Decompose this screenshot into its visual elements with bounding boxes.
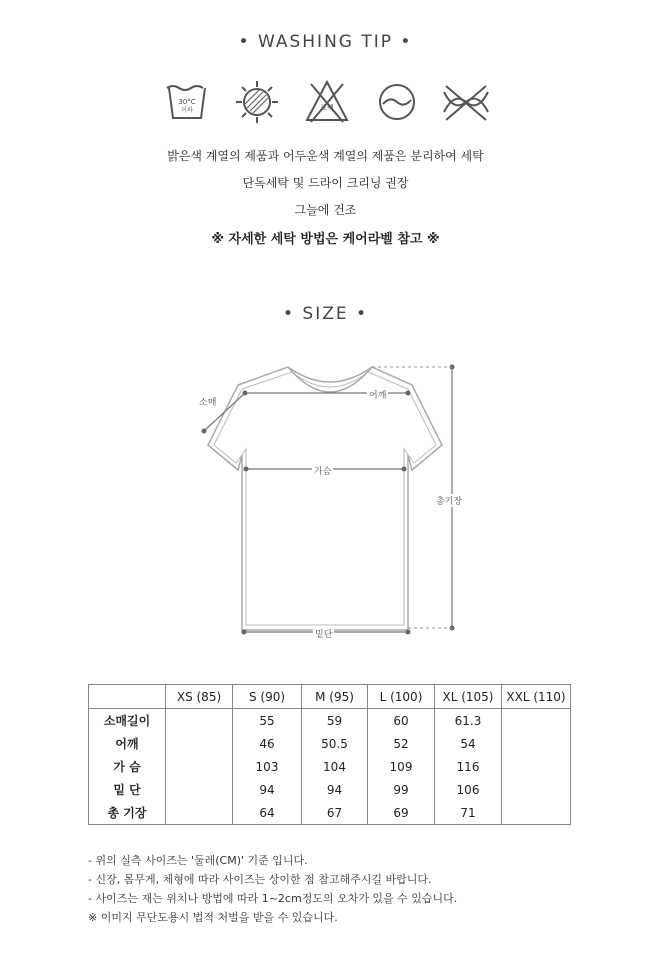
dry-icon — [373, 78, 421, 126]
row-label: 어깨 — [89, 732, 166, 755]
table-cell: 67 — [302, 801, 368, 825]
label-shoulder: 어깨 — [367, 388, 388, 401]
no-wring-icon — [440, 78, 488, 126]
wash-sub-label: 이하 — [181, 107, 193, 114]
label-chest: 가슴 — [312, 464, 333, 477]
label-hem: 밑단 — [313, 627, 334, 640]
care-instruction-1: 밝은색 계열의 제품과 어두운색 계열의 제품은 분리하여 세탁 — [167, 149, 484, 163]
hand-wash-30-icon — [163, 78, 211, 126]
table-cell: 103 — [233, 755, 302, 778]
table-cell: 46 — [233, 732, 302, 755]
table-row — [89, 709, 571, 733]
table-cell — [502, 801, 571, 825]
table-header-m: M (95) — [302, 685, 368, 709]
table-cell: 94 — [302, 778, 368, 801]
label-sleeve: 소매 — [197, 395, 218, 408]
size-notes — [88, 851, 457, 927]
wash-temp-label: 30°C — [178, 98, 196, 106]
table-cell — [502, 709, 571, 733]
table-header-xl: XL (105) — [435, 685, 502, 709]
size-title: • SIZE • — [282, 304, 369, 324]
table-header-s: S (90) — [233, 685, 302, 709]
table-cell — [166, 709, 233, 733]
table-cell: 61.3 — [435, 709, 502, 733]
table-header-blank — [89, 685, 166, 709]
table-cell — [502, 732, 571, 755]
row-label: 총 기장 — [89, 801, 166, 825]
care-instruction-2: 단독세탁 및 드라이 크리닝 권장 — [242, 176, 409, 190]
table-cell — [502, 778, 571, 801]
note-line: - 사이즈는 재는 위치나 방법에 따라 1~2cm정도의 오차가 있을 수 있습니다. — [88, 892, 458, 905]
note-line: ※ 이미지 무단도용시 법적 처벌을 받을 수 있습니다. — [88, 911, 338, 924]
note-line: - 신장, 몸무게, 체형에 따라 사이즈는 상이한 점 참고해주시길 바랍니다. — [88, 873, 432, 886]
table-cell: 94 — [233, 778, 302, 801]
table-cell: 54 — [435, 732, 502, 755]
table-cell: 99 — [368, 778, 435, 801]
table-row — [89, 755, 571, 778]
table-cell — [166, 755, 233, 778]
table-row — [89, 778, 571, 801]
table-header-xs: XS (85) — [166, 685, 233, 709]
note-line: - 위의 실측 사이즈는 '둘레(CM)' 기준 입니다. — [88, 854, 308, 867]
table-cell: 60 — [368, 709, 435, 733]
table-cell — [502, 755, 571, 778]
table-cell: 106 — [435, 778, 502, 801]
care-icons — [0, 78, 651, 128]
table-row — [89, 732, 571, 755]
no-bleach-icon — [303, 78, 351, 126]
table-cell: 59 — [302, 709, 368, 733]
table-cell: 52 — [368, 732, 435, 755]
table-cell — [166, 801, 233, 825]
table-cell: 50.5 — [302, 732, 368, 755]
table-cell: 64 — [233, 801, 302, 825]
table-header-l: L (100) — [368, 685, 435, 709]
table-cell — [166, 778, 233, 801]
row-label: 가 슴 — [89, 755, 166, 778]
no-tumble-dry-icon — [233, 78, 281, 126]
care-label-note: ※ 자세한 세탁 방법은 케어라벨 참고 ※ — [211, 232, 440, 247]
label-length: 총기장 — [434, 494, 464, 507]
no-bleach-label: 표백 — [320, 104, 334, 112]
row-label: 소매길이 — [89, 709, 166, 733]
table-header-xxl: XXL (110) — [502, 685, 571, 709]
size-table — [88, 684, 571, 825]
table-header-row — [89, 685, 571, 709]
table-cell: 71 — [435, 801, 502, 825]
table-cell: 104 — [302, 755, 368, 778]
table-cell — [166, 732, 233, 755]
table-row — [89, 801, 571, 825]
table-cell: 69 — [368, 801, 435, 825]
table-cell: 116 — [435, 755, 502, 778]
tshirt-size-diagram — [180, 345, 480, 655]
care-instruction-3: 그늘에 건조 — [294, 203, 357, 217]
row-label: 밑 단 — [89, 778, 166, 801]
table-cell: 55 — [233, 709, 302, 733]
washing-tip-title: • WASHING TIP • — [238, 32, 413, 52]
table-cell: 109 — [368, 755, 435, 778]
